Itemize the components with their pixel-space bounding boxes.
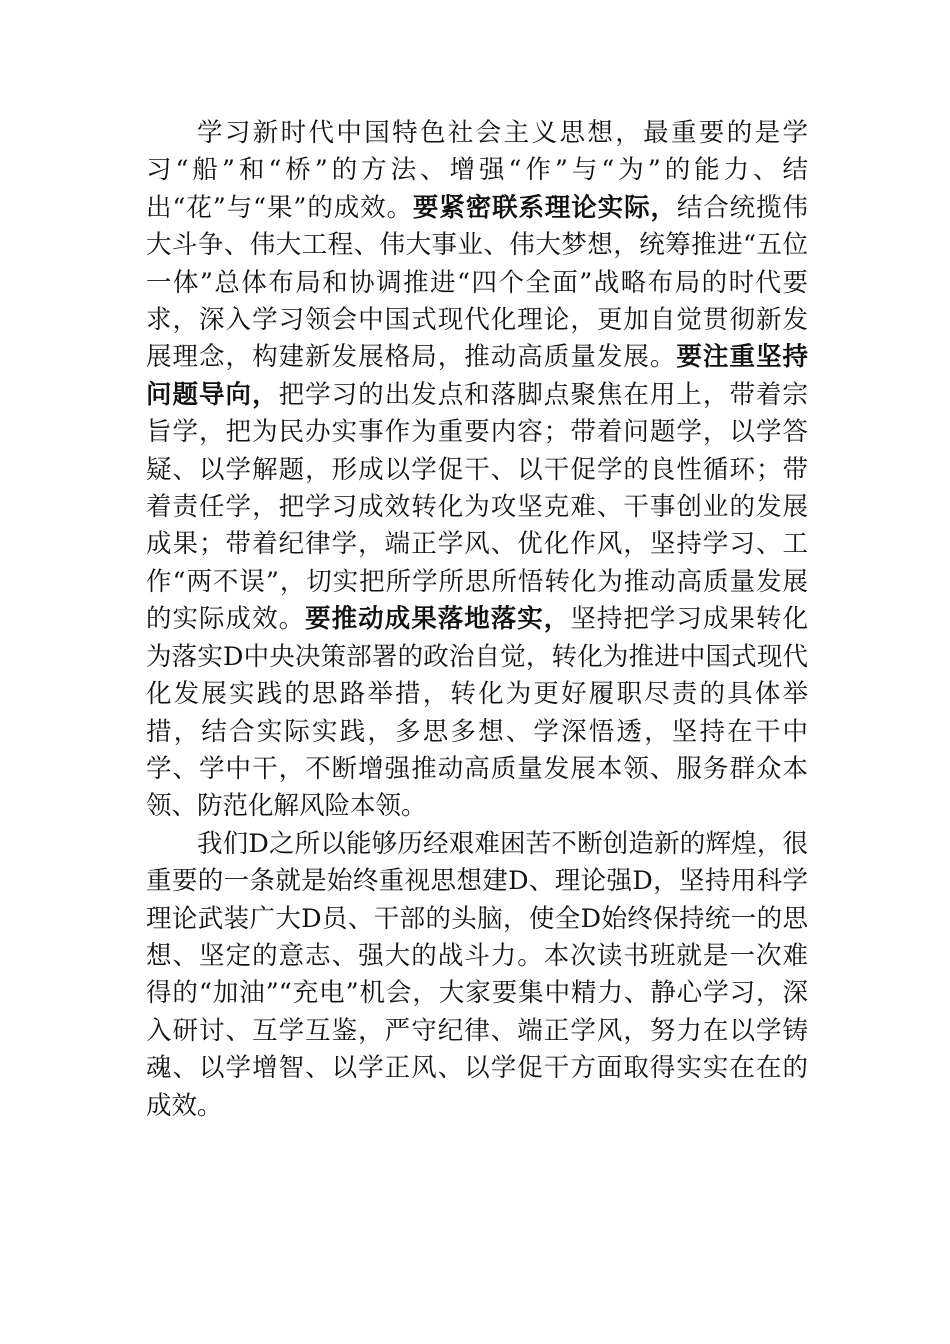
paragraph-2 bbox=[146, 826, 808, 1125]
paragraph-1-heading-2: 要注重坚持问题导向， bbox=[146, 342, 808, 410]
paragraph-1-text-4: 坚持把学习成果转化为落实D中央决策部署的政治自觉，转化为推进中国式现代化发展实践的思路举措，转化为更好履职尽责的具体举措，结合实际实践，多思多想、学深悟透，坚持在干中学、学中干，不断增强推动高质量发展本领、服务群众本领、防范化解风险本领。 bbox=[146, 604, 808, 822]
paragraph-1-text-3: 把学习的出发点和落脚点聚焦在用上，带着宗旨学，把为民办实事作为重要内容；带着问题学，以学答疑、以学解题，形成以学促干、以干促学的良性循环；带着责任学，把学习成效转化为攻坚克难、干事创业的发展成果；带着纪律学，端正学风、优化作风，坚持学习、工作“两不误”，切实把所学所思所悟转化为推动高质量发展的实际成效。 bbox=[146, 379, 808, 635]
paragraph-1 bbox=[146, 115, 808, 826]
document-body bbox=[146, 115, 808, 1125]
paragraph-1-heading-1: 要紧密联系理论实际， bbox=[412, 192, 677, 223]
paragraph-1-text-1: 学习新时代中国特色社会主义思想，最重要的是学习“船”和“桥”的方法、增强“作”与“为”的能力、结出“花”与“果”的成效。 bbox=[146, 118, 808, 223]
paragraph-1-heading-3: 要推动成果落地落实， bbox=[305, 604, 571, 635]
paragraph-2-text-1: 我们D之所以能够历经艰难困苦不断创造新的辉煌，很重要的一条就是始终重视思想建D、理论强D，坚持用科学理论武装广大D员、干部的头脑，使全D始终保持统一的思想、坚定的意志、强大的战斗力。本次读书班就是一次难得的“加油”“充电”机会，大家要集中精力、静心学习，深入研讨、互学互鉴，严守纪律、端正学风，努力在以学铸魂、以学增智、以学正风、以学促干方面取得实实在在的成效。 bbox=[146, 828, 808, 1121]
paragraph-1-text-2: 结合统揽伟大斗争、伟大工程、伟大事业、伟大梦想，统筹推进“五位一体”总体布局和协调推进“四个全面”战略布局的时代要求，深入学习领会中国式现代化理论，更加自觉贯彻新发展理念，构建新发展格局，推动高质量发展。 bbox=[146, 192, 808, 373]
